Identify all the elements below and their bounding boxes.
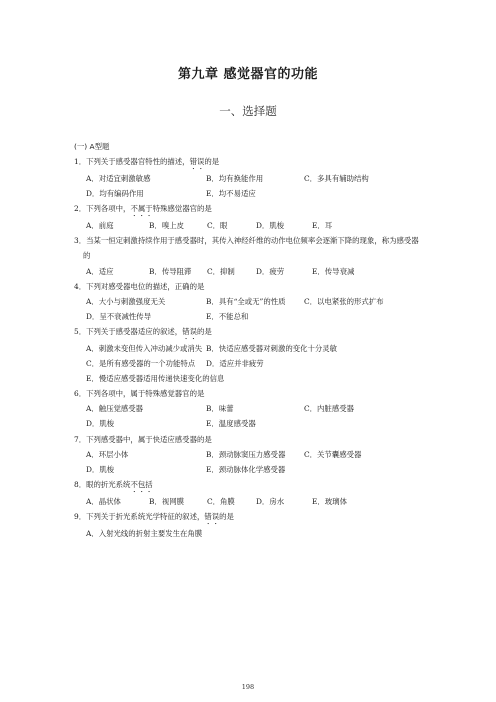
stem-text: 的是 (219, 511, 234, 521)
answer-option[interactable]: A．入射光线的折射主要发生在角膜 (86, 528, 203, 538)
answer-option[interactable]: B．具有“全或无”的性质 (206, 296, 286, 306)
answer-option[interactable]: C．多具有辅助结构 (304, 174, 369, 184)
stem-emphasis: 不属于 (130, 204, 153, 214)
stem-emphasis: 不包括 (130, 479, 153, 489)
question-stem (74, 201, 424, 218)
answer-option[interactable]: B．传导阻滞 (149, 266, 192, 276)
answer-option[interactable]: C．是所有感受器的一个功能特点 (86, 359, 196, 369)
option-row (74, 341, 424, 356)
answer-option[interactable]: A．晶状体 (86, 496, 121, 506)
option-row (74, 371, 424, 386)
stem-text: 3．当某一恒定刺激持续作用于感受器时，其传入神经纤维的动作电位频率会逐渐下降的现象，称为感受器的 (74, 236, 419, 261)
option-row (74, 447, 424, 462)
answer-option[interactable]: E．颈动脉体化学感受器 (206, 464, 286, 474)
stem-text: 1．下列关于感受器官特性的描述， (74, 157, 190, 167)
question-stem (74, 324, 424, 341)
option-row (74, 526, 424, 541)
answer-option[interactable]: A．环层小体 (86, 449, 129, 459)
answer-option[interactable]: E．耳 (312, 221, 333, 231)
option-row (74, 416, 424, 431)
section-title: 一、选择题 (219, 104, 277, 118)
answer-option[interactable]: B．味蕾 (206, 404, 234, 414)
answer-option[interactable]: D．呈不衰减性传导 (86, 311, 152, 321)
answer-option[interactable]: C．以电紧张的形式扩布 (304, 296, 384, 306)
answer-option[interactable]: C．角膜 (207, 496, 235, 506)
answer-option[interactable]: B．嗅上皮 (149, 221, 184, 231)
answer-option[interactable]: C．内脏感受器 (304, 404, 354, 414)
option-row (74, 294, 424, 309)
stem-text: 的是 (196, 326, 212, 336)
stem-text: 8．眼的折光系统 (74, 479, 131, 489)
option-row (74, 186, 424, 201)
answer-option[interactable]: B．颈动脉窦压力感受器 (206, 449, 286, 459)
answer-option[interactable]: B．快适应感受器对刺激的变化十分灵敏 (206, 343, 338, 353)
answer-option[interactable]: A．适应 (86, 266, 114, 276)
answer-option[interactable]: D．肌梭 (86, 464, 115, 474)
option-row (74, 494, 424, 509)
option-row (74, 356, 424, 371)
answer-option[interactable]: A．大小与刺激强度无关 (86, 296, 166, 306)
option-row (74, 309, 424, 324)
stem-text: 的是 (204, 157, 220, 167)
answer-option[interactable]: A．刺激未变但传入冲动减少或消失 (86, 343, 203, 353)
question-stem (74, 386, 424, 401)
stem-emphasis: 错误 (204, 511, 220, 521)
stem-text: 特殊感觉器官的是 (152, 204, 212, 214)
answer-option[interactable]: B．视网膜 (149, 496, 184, 506)
option-row (74, 171, 424, 186)
question-list (74, 139, 424, 541)
stem-text: 4．下列对感受器电位的描述，正确的是 (74, 281, 205, 291)
stem-text: 2．下列各项中， (74, 204, 131, 214)
answer-option[interactable]: A．对适宜刺激敏感 (86, 174, 151, 184)
question-stem (74, 432, 424, 447)
answer-option[interactable]: D．肌梭 (86, 419, 115, 429)
answer-option[interactable]: D．适应并非疲劳 (206, 359, 264, 369)
question-stem (74, 279, 424, 294)
answer-option[interactable]: A．前庭 (86, 221, 114, 231)
answer-option[interactable]: E．玻璃体 (312, 496, 347, 506)
answer-option[interactable]: E．均不易适应 (206, 189, 256, 199)
option-row (74, 401, 424, 416)
answer-option[interactable]: D．房水 (256, 496, 285, 506)
answer-option[interactable]: D．均有编码作用 (86, 189, 144, 199)
answer-option[interactable]: E．慢适应感受器适用传递快速变化的信息 (86, 374, 225, 384)
chapter-title: 第九章 感觉器官的功能 (177, 67, 319, 82)
stem-emphasis: 错误 (182, 326, 197, 336)
answer-option[interactable]: E．不能总和 (206, 311, 249, 321)
option-row (74, 218, 424, 233)
stem-text: 5．下列关于感受器适应的叙述， (74, 326, 183, 336)
question-stem (74, 154, 424, 171)
stem-text: 7．下列感受器中，属于快适应感受器的是 (74, 434, 212, 444)
question-stem (74, 477, 424, 494)
answer-option[interactable]: E．传导衰减 (312, 266, 355, 276)
page-number: 198 (241, 683, 255, 691)
option-row (74, 462, 424, 477)
answer-option[interactable]: C．关节囊感受器 (304, 449, 362, 459)
answer-option[interactable]: D．肌梭 (256, 221, 285, 231)
answer-option[interactable]: A．触压觉感受器 (86, 404, 144, 414)
stem-emphasis: 错误 (189, 157, 205, 167)
question-stem (74, 509, 424, 526)
answer-option[interactable]: D．疲劳 (256, 266, 285, 276)
answer-option[interactable]: C．抑制 (207, 266, 235, 276)
answer-option[interactable]: B．均有换能作用 (206, 174, 264, 184)
stem-text: 6．下列各项中，属于特殊感觉器官的是 (74, 389, 205, 399)
subsection-heading: (一) A型题 (74, 142, 110, 151)
stem-text: 9．下列关于折光系统光学特征的叙述， (74, 511, 205, 521)
answer-option[interactable]: E．温度感受器 (206, 419, 256, 429)
option-row (74, 264, 424, 279)
answer-option[interactable]: C．眼 (207, 221, 228, 231)
question-stem (74, 233, 424, 263)
